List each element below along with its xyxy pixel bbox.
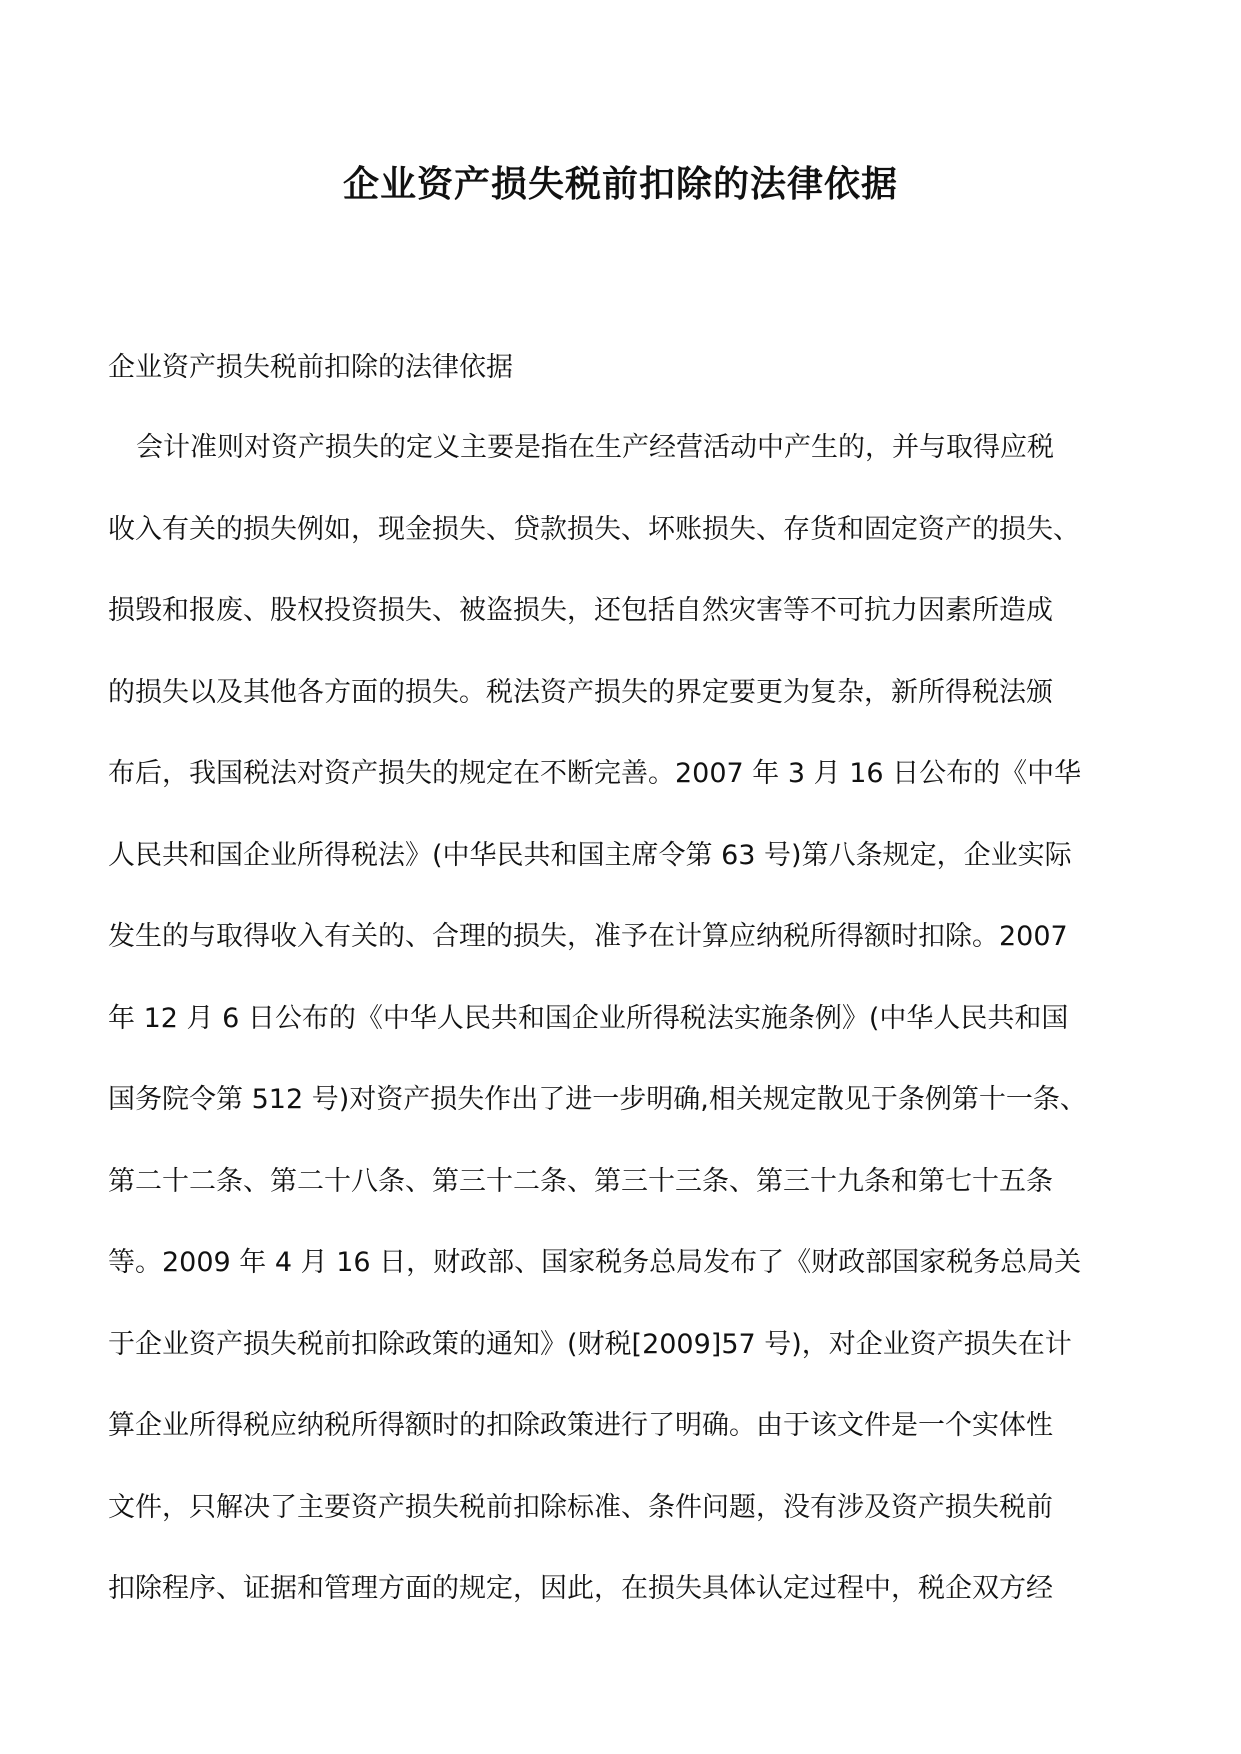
body-line: 扣除程序、证据和管理方面的规定，因此，在损失具体认定过程中，税企双方经 <box>108 1573 1053 1604</box>
body-line: 文件，只解决了主要资产损失税前扣除标准、条件问题，没有涉及资产损失税前 <box>108 1491 1053 1523</box>
document-subtitle: 企业资产损失税前扣除的法律依据 <box>108 352 513 383</box>
body-line: 布后，我国税法对资产损失的规定在不断完善。2007 年 3 月 16 日公布的《中华 <box>108 758 1082 789</box>
body-line: 等。2009 年 4 月 16 日，财政部、国家税务总局发布了《财政部国家税务总局关 <box>108 1247 1082 1278</box>
body-line: 会计准则对资产损失的定义主要是指在生产经营活动中产生的，并与取得应税 <box>136 432 1054 463</box>
body-line: 损毁和报废、股权投资损失、被盗损失，还包括自然灾害等不可抗力因素所造成 <box>108 595 1053 626</box>
body-line: 于企业资产损失税前扣除政策的通知》(财税[2009]57 号)，对企业资产损失在计 <box>108 1328 1072 1360</box>
body-line: 年 12 月 6 日公布的《中华人民共和国企业所得税法实施条例》(中华人民共和国 <box>108 1002 1069 1034</box>
body-line: 算企业所得税应纳税所得额时的扣除政策进行了明确。由于该文件是一个实体性 <box>108 1410 1053 1441</box>
body-line: 第二十二条、第二十八条、第三十二条、第三十三条、第三十九条和第七十五条 <box>108 1165 1053 1197</box>
body-line: 发生的与取得收入有关的、合理的损失，准予在计算应纳税所得额时扣除。2007 <box>108 921 1068 952</box>
body-line: 收入有关的损失例如，现金损失、贷款损失、坏账损失、存货和固定资产的损失、 <box>108 513 1080 545</box>
document-title: 企业资产损失税前扣除的法律依据 <box>342 163 898 205</box>
body-line: 的损失以及其他各方面的损失。税法资产损失的界定要更为复杂，新所得税法颁 <box>108 676 1053 708</box>
body-line: 人民共和国企业所得税法》(中华民共和国主席令第 63 号)第八条规定，企业实际 <box>108 839 1072 871</box>
body-line: 国务院令第 512 号)对资产损失作出了进一步明确,相关规定散见于条例第十一条、 <box>108 1084 1087 1115</box>
body-text <box>108 428 1138 1651</box>
